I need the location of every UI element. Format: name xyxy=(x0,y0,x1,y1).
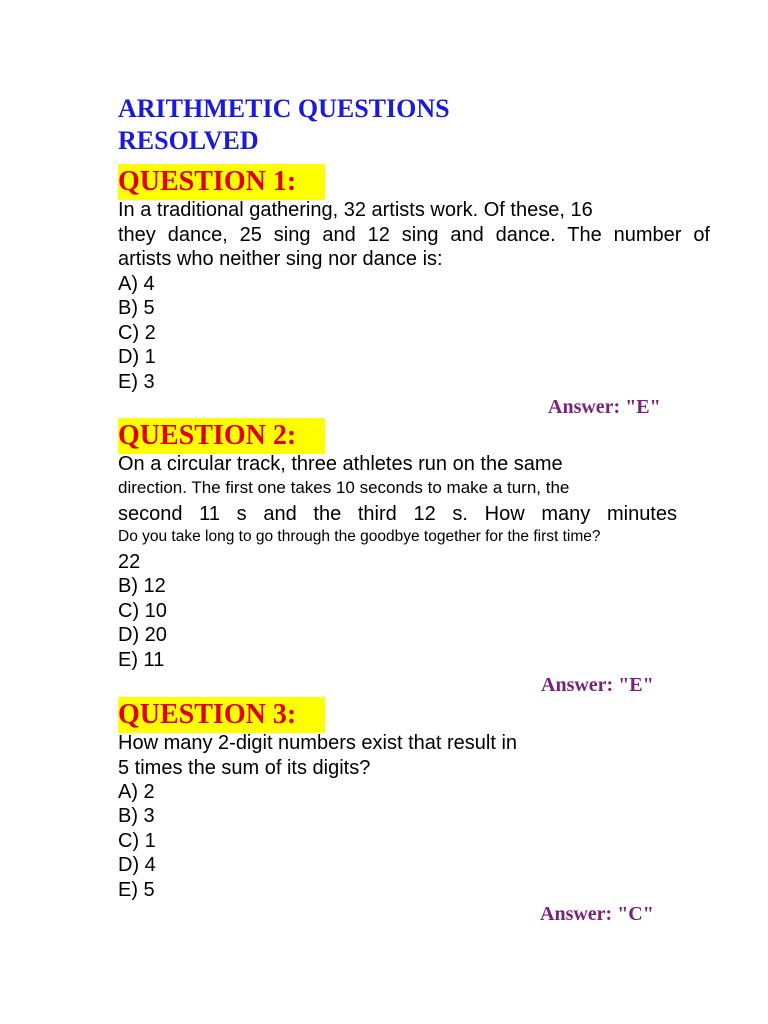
question-2-line-1: On a circular track, three athletes run on the same xyxy=(118,453,563,475)
question-3-line-2: 5 times the sum of its digits? xyxy=(118,757,371,779)
title-line-1: ARITHMETIC QUESTIONS xyxy=(118,94,450,123)
title-line-2: RESOLVED xyxy=(118,126,259,155)
question-1-option-a: A) 4 xyxy=(118,273,155,295)
question-1-option-b: B) 5 xyxy=(118,297,155,319)
question-2-option-b: B) 12 xyxy=(118,575,166,597)
question-2-option-e: E) 11 xyxy=(118,649,165,671)
question-3-heading: QUESTION 3: xyxy=(118,697,325,733)
question-1-option-d: D) 1 xyxy=(118,346,156,368)
question-1-line-2: they dance, 25 sing and 12 sing and dance. The number of xyxy=(118,224,710,246)
question-3-option-b: B) 3 xyxy=(118,805,155,827)
question-3-option-c: C) 1 xyxy=(118,830,156,852)
question-2-line-3: second 11 s and the third 12 s. How many minutes xyxy=(118,503,677,525)
question-1-line-1: In a traditional gathering, 32 artists work. Of these, 16 xyxy=(118,199,593,221)
question-3-option-e: E) 5 xyxy=(118,879,155,901)
question-2-option-a: 22 xyxy=(118,551,141,573)
question-2-option-c: C) 10 xyxy=(118,600,167,622)
question-3-option-a: A) 2 xyxy=(118,781,155,803)
question-3-answer: Answer: "C" xyxy=(540,903,654,925)
question-2-answer: Answer: "E" xyxy=(541,674,654,696)
question-2-line-2: direction. The first one takes 10 seconds to make a turn, the xyxy=(118,478,570,497)
question-3-line-1: How many 2-digit numbers exist that result in xyxy=(118,732,518,754)
question-1-line-3: artists who neither sing nor dance is: xyxy=(118,248,443,270)
question-1-option-c: C) 2 xyxy=(118,322,156,344)
question-2-line-4: Do you take long to go through the goodbye together for the first time? xyxy=(118,528,601,545)
document-title xyxy=(118,93,538,157)
question-3-option-d: D) 4 xyxy=(118,854,156,876)
question-2-option-d: D) 20 xyxy=(118,624,167,646)
question-1-option-e: E) 3 xyxy=(118,371,155,393)
question-2-heading: QUESTION 2: xyxy=(118,418,325,454)
question-1-heading: QUESTION 1: xyxy=(118,164,325,200)
question-1-answer: Answer: "E" xyxy=(548,396,661,418)
